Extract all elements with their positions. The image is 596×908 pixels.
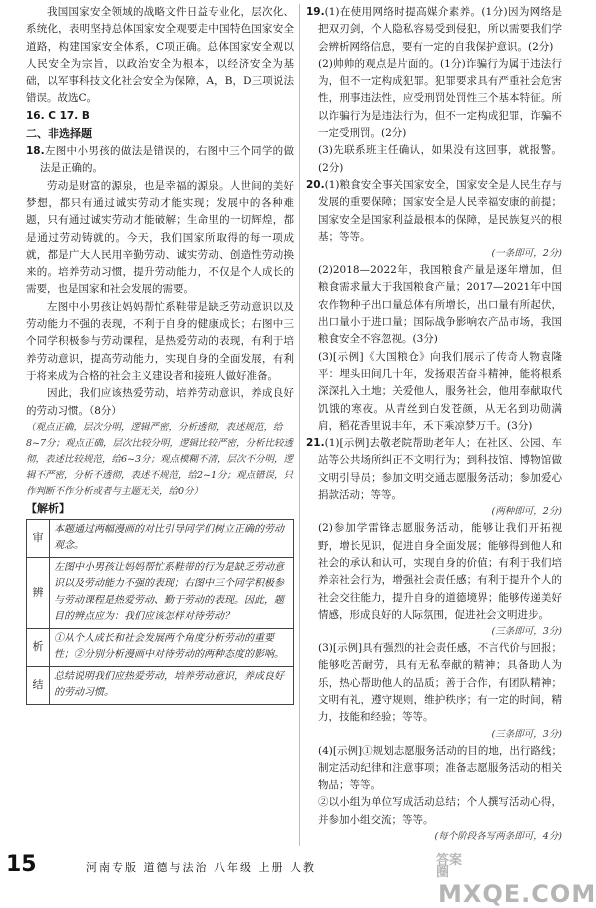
watermark-text: MXQE.COM — [438, 880, 596, 908]
q21-part-1-score: (两种即可，2分) — [491, 506, 562, 518]
q16-17-label: 16. C 17. B — [26, 109, 90, 122]
analysis-key: 辨 — [27, 557, 50, 628]
q19-number: 19. — [306, 6, 325, 18]
right-column — [306, 4, 562, 845]
q18-paragraph-1: 劳动是财富的源泉，也是幸福的源泉。人世间的美好梦想，都只有通过诚实劳动才能实现；发展中的各种难题，只有通过诚实劳动才能破解；生命里的一切辉煌，都是通过劳动铸就的。今天，我们国家所取得的每一项成就，都是广大人民用辛勤劳动、诚实劳动、创造性劳动换来的。培养劳动习惯，提升劳动能力，不仅是个人成长的需要，也是国家和社会发展的需要。 — [26, 179, 294, 296]
section-heading: 二、非选择题 — [26, 127, 92, 141]
q21-part-3-score: (三条即可，3分) — [491, 728, 562, 740]
q19-part-1 — [306, 4, 562, 56]
q21-part-4b: ②以小组为单位写成活动总结；个人撰写活动心得，并参加小组交流；等等。 — [318, 796, 562, 826]
q21-part-1-text: (1)[示例]去敬老院帮助老年人；在社区、公园、车站等公共场所纠正不文明行为；到科技馆、博物馆做文明引导员；参加文明交通志愿服务活动；参加爱心捐款活动；等等。 — [318, 437, 562, 502]
analysis-row — [27, 557, 294, 628]
q20-part-2: (2)2018—2022年，我国粮食产量是逐年增加，但粮食需求量大于我国粮食产量；2017—2021年中国农作物种子出口量总体有所增长，出口量有所起伏，出口量小于进口量；国际战争影响农产品市场，我国粮食安全不容忽视。(3分) — [318, 264, 562, 346]
q21-part-1 — [306, 435, 562, 504]
column-divider — [299, 4, 300, 846]
analysis-table — [26, 519, 294, 705]
analysis-key: 结 — [27, 666, 50, 704]
page-footer — [0, 848, 596, 908]
analysis-heading: 【解析】 — [26, 501, 70, 515]
q21-number: 21. — [306, 437, 325, 450]
analysis-value: 本题通过两幅漫画的对比引导同学们树立正确的劳动观念。 — [50, 519, 294, 557]
q19-part-3: (3)先联系班主任确认，如果没有这回事，就报警。(2分) — [318, 144, 562, 174]
watermark-logo — [438, 852, 596, 908]
q20-number: 20. — [306, 178, 325, 191]
analysis-row — [27, 628, 294, 666]
page-number: 15 — [6, 852, 37, 877]
analysis-value: 左图中小男孩让妈妈帮忙系鞋带的行为是缺乏劳动意识以及劳动能力不强的表现；右图中三个同学积极参与劳动课程是热爱劳动、勤于劳动的表现。因此，题目的辨点应为：我们应该怎样对待劳动？ — [50, 557, 294, 628]
analysis-key: 析 — [27, 628, 50, 666]
q20-part-1 — [306, 177, 562, 246]
q21-part-4-score: (每个阶段各写两条即可，4分) — [434, 831, 562, 843]
q18-paragraph-3: 因此，我们应该热爱劳动，培养劳动意识，养成良好的劳动习惯。（8分） — [26, 387, 294, 417]
q18-scoring: （观点正确，层次分明，逻辑严密，分析透彻，表述规范，给8~7分；观点正确，层次比较分明，逻辑比较严密，分析比较透彻，表述比较规范，给6~3分；观点模糊不清，层次不分明，逻辑不严密，分析不透彻，表述不规范，给2~1分；观点错误，只作判断不作分析或者与主题无关，给0分） — [26, 421, 294, 497]
q21-part-4: (4)[示例]①规划志愿服务活动的目的地，出行路线；制定活动纪律和注意事项；准备志愿服务活动的相关物品；等等。 — [318, 744, 562, 792]
analysis-value: ①从个人成长和社会发展两个角度分析劳动的重要性；②分别分析漫画中对待劳动的两种态度的影响。 — [50, 628, 294, 666]
q18-number: 18. — [26, 145, 45, 158]
q19-part-1-text: (1)在使用网络时提高媒介素养。(1分)因为网络是把双刃剑，个人隐私容易受到侵犯，所以需要我们学会辨析网络信息，要有一定的自我保护意识。(2分) — [318, 6, 562, 53]
analysis-value: 总结说明我们应热爱劳动，培养劳动意识，养成良好的劳动习惯。 — [50, 666, 294, 704]
left-column — [26, 4, 294, 705]
q15-explanation: 我国国家安全领域的战略文件日益专业化，层次化、系统化，表明坚持总体国家安全观要走中国特色国家安全道路，构建国家安全体系，C项正确。总体国家安全观以人民安全为宗旨，以政治安全为根本，以经济安全为基础，以军事科技文化社会安全为保障，A，B，D三项说法错误。故选C。 — [26, 6, 294, 105]
footer-book-info: 河南专版 道德与法治 八年级 上册 人教 — [86, 861, 316, 874]
q21-part-2: (2)参加学雷锋志愿服务活动，能够让我们开拓视野，增长见识，促进自身全面发展；能够得到他人和社会的承认和认可，实现自身的价值；有利于我们培养亲社会行为，增强社会责任感；有利于提升个人的社会交往能力，提升自身的道德境界；能够传递美好情感，形成良好的人际氛围，促进社会文明进步。 — [318, 522, 562, 621]
q21-part-3: (3)[示例]具有强烈的社会责任感，不言代价与回报；能够吃苦耐劳，具有无私奉献的精神；具备助人为乐，热心帮助他人的品质；善于合作，有团队精神；文明有礼，遵守规则，维护秩序；有一定的时间，精力，技能和经验；等等。 — [318, 642, 562, 724]
q18-judgement: 左图中小男孩的做法是错误的，右图中三个同学的做法是正确的。 — [40, 145, 294, 175]
q20-part-1-score: (一条即可，2分) — [491, 248, 562, 260]
q16-17-answers — [26, 108, 294, 125]
q20-part-1-text: (1)粮食安全事关国家安全，国家安全是人民生存与发展的重要保障；国家安全是人民幸福安康的前提；国家安全是国家利益最根本的保障，是民族复兴的根基；等等。 — [318, 178, 562, 243]
watermark-small: 答案圈 — [436, 853, 463, 880]
q18-block — [26, 143, 294, 178]
analysis-row — [27, 666, 294, 704]
q18-paragraph-2: 左图中小男孩让妈妈帮忙系鞋带是缺乏劳动意识以及劳动能力不强的表现，不利于自身的健康成长；右图中三个同学积极参与劳动课程，是热爱劳动的表现，有利于培养劳动意识，提高劳动能力，实现自身的全面发展，有利于将来成为合格的社会主义建设者和接班人做好准备。 — [26, 300, 294, 382]
analysis-row — [27, 519, 294, 557]
q21-part-2-score: (三条即可，3分) — [491, 626, 562, 638]
analysis-key: 审 — [27, 519, 50, 557]
q19-part-2: (2)帅帅的观点是片面的。(1分)诈骗行为属于违法行为，但不一定构成犯罪。犯罪要求具有严重社会危害性，刑事违法性，应受刑罚处罚性三个基本特征。所以诈骗行为是违法行为，但不一定构成犯罪，诈骗不一定受刑罚。(2分) — [318, 57, 562, 140]
q20-part-3: (3)[示例]《大国粮仓》向我们展示了传奇人物袁隆平：埋头田间几十年，发扬艰苦奋斗精神，能将根系深深扎入土地；关爱他人，服务社会，他用奉献取代饥饿的寒夜。从青丝到白发苍颜，从无名到功勋满肩，稻花香里说丰年，禾下乘凉梦万千。(3分) — [318, 350, 562, 432]
